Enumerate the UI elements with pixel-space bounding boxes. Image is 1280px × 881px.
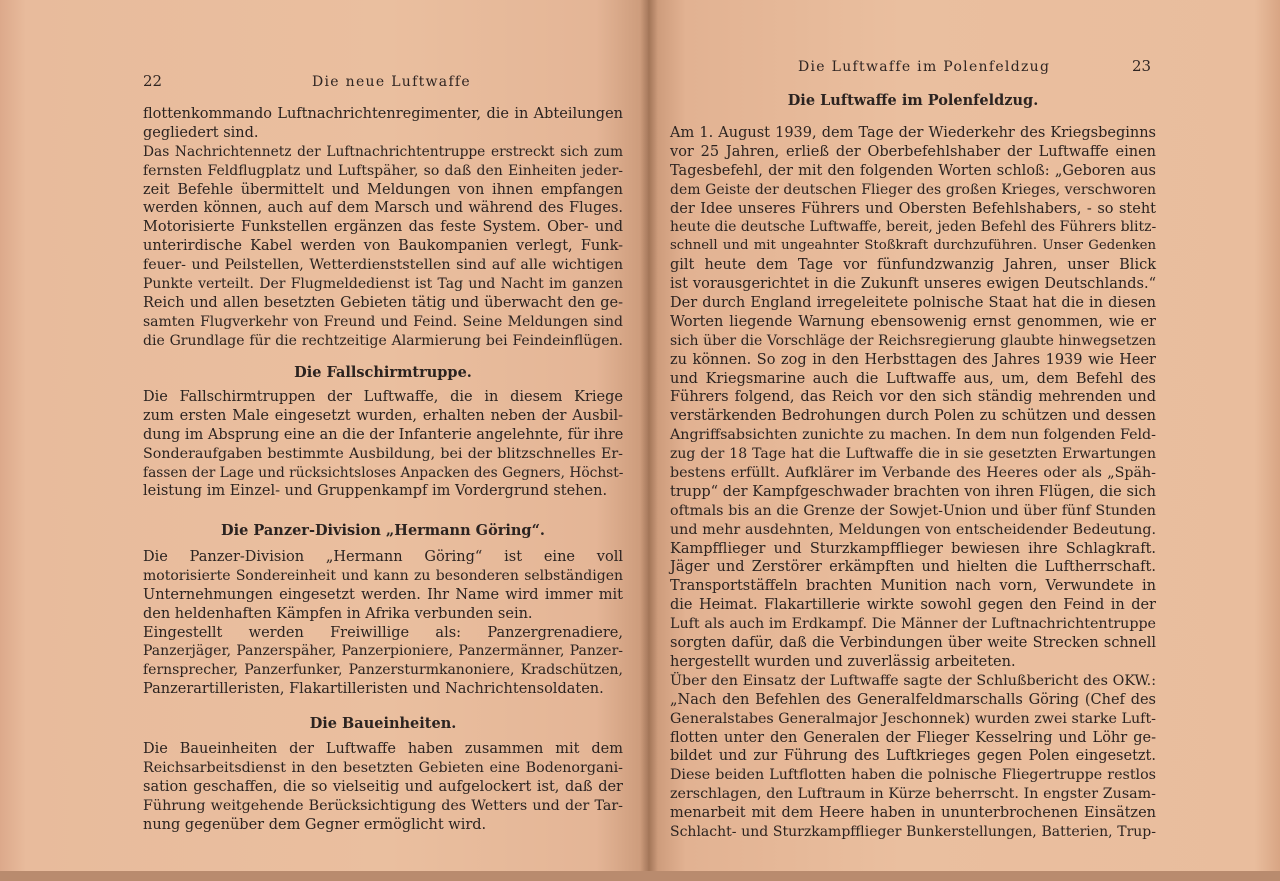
right-running-head: Die Luftwaffe im Polenfeldzug [798,59,1051,75]
text-line: Panzerjäger, Panzerspäher, Panzerpioniere, Panzermänner, Panzer- [143,643,623,660]
text-line: samten Flugverkehr von Freund und Feind. Seine Meldungen sind [143,313,623,330]
text-line: feuer- und Peilstellen, Wetterdienststellen sind auf alle wichtigen [143,257,623,274]
text-line: vor 25 Jahren, erließ der Oberbefehlshaber der Luftwaffe einen [670,143,1156,160]
section-heading-fallschirmtruppe: Die Fallschirmtruppe. [294,364,472,381]
text-line: Angriffsabsichten zunichte zu machen. In dem nun folgenden Feld- [670,427,1156,444]
text-line: und mehr ausdehnten, Meldungen von entscheidender Bedeutung. [670,521,1156,538]
text-line: dung im Absprung eine an die der Infanterie angelehnte, für ihre [143,426,624,443]
section-heading-baueinheiten: Die Baueinheiten. [309,715,457,732]
text-line: motorisierte Sondereinheit und kann zu besonderen selbständigen [143,567,623,584]
text-line: heute die deutsche Luftwaffe, bereit, jeden Befehl des Führers blitz- [670,219,1157,236]
text-line: zerschlagen, den Luftraum in Kürze beherrscht. In engster Zusam- [670,786,1156,803]
text-line: zu können. So zog in den Herbsttagen des Jahres 1939 wie Heer [670,351,1156,368]
text-line: den heldenhaften Kämpfen in Afrika verbunden sein. [143,605,533,622]
baueinheiten-block [143,740,623,834]
text-line: Luft als auch im Erdkampf. Die Männer der Luftnachrichtentruppe [670,616,1156,633]
text-line: Das Nachrichtennetz der Luftnachrichtentruppe erstreckt sich zum [143,143,623,160]
text-line: und Kriegsmarine auch die Luftwaffe aus, um, dem Befehl des [670,370,1156,387]
text-line: Tagesbefehl, der mit den folgenden Worten schloß: „Geboren aus [670,162,1156,179]
book-gutter [640,0,658,881]
text-line: Kampfflieger und Sturzkampfflieger bewiesen ihre Schlagkraft. [670,540,1156,557]
left-running-head: Die neue Luftwaffe [312,74,471,90]
text-line: Unternehmungen eingesetzt werden. Ihr Name wird immer mit [143,586,623,603]
text-line: Reichsarbeitsdienst in den besetzten Gebieten eine Bodenorgani- [143,759,623,776]
text-line: Am 1. August 1939, dem Tage der Wiederkehr des Kriegsbeginns [670,125,1156,141]
text-line: Eingestellt werden Freiwillige als: Panzergrenadiere, [143,624,623,641]
polenfeldzug-block [670,124,1156,842]
text-line: Führung weitgehende Berücksichtigung des Wetters und der Tar- [143,797,623,814]
right-page-number: 23 [1132,57,1152,75]
section-heading-panzer-division: Die Panzer-Division „Hermann Göring“. [221,522,545,539]
text-line: „Nach den Befehlen des Generalfeldmarschalls Göring (Chef des [670,691,1156,708]
left-intro-block [143,105,623,351]
text-line: Generalstabes Generalmajor Jeschonnek) wurden zwei starke Luft- [670,710,1156,727]
left-page-number: 22 [143,72,163,90]
text-line: verstärkenden Bedrohungen durch Polen zu schützen und dessen [670,408,1156,425]
text-line: fernsprecher, Panzerfunker, Panzersturmkanoniere, Kradschützen, [143,662,623,679]
text-line: bildet und zur Führung des Luftkrieges gegen Polen eingesetzt. [670,748,1156,765]
text-line: flotten unter den Generalen der Flieger Kesselring und Löhr ge- [670,729,1156,746]
text-line: oftmals bis an die Grenze der Sowjet-Union und über fünf Stunden [670,502,1156,519]
text-line: sorgten dafür, daß die Verbindungen über weite Strecken schnell [670,635,1156,652]
text-line: trupp“ der Kampfgeschwader brachten von ihren Flügen, die sich [670,483,1156,500]
text-line: dem Geiste der deutschen Flieger des großen Krieges, verschworen [670,181,1156,198]
text-line: werden können, auch auf dem Marsch und während des Fluges. [143,200,623,217]
text-line: Worten liegende Warnung ebensowenig ernst genommen, wie er [670,313,1156,330]
book-edge-bottom [0,871,1280,881]
text-line: zum ersten Male eingesetzt wurden, erhalten neben der Ausbil- [143,407,623,424]
text-line: die Heimat. Flakartillerie wirkte sowohl gegen den Feind in der [670,597,1156,614]
section-heading-polenfeldzug: Die Luftwaffe im Polenfeldzug. [787,92,1039,109]
right-page [648,0,1280,881]
text-line: nung gegenüber dem Gegner ermöglicht wird. [143,816,487,833]
text-line: Die Panzer-Division „Hermann Göring“ ist eine voll [143,549,623,565]
text-line: Über den Einsatz der Luftwaffe sagte der Schlußbericht des OKW.: [670,672,1156,689]
text-line: leistung im Einzel- und Gruppenkampf im Vordergrund stehen. [143,483,608,500]
text-line: fernsten Feldflugplatz und Luftspäher, so daß den Einheiten jeder- [143,162,623,179]
text-line: Jäger und Zerstörer erkämpften und hielten die Luftherrschaft. [670,559,1156,576]
text-line: fassen der Lage und rücksichtsloses Anpacken des Gegners, Höchst- [143,464,624,481]
text-line: menarbeit mit dem Heere haben in ununterbrochenen Einsätzen [670,805,1156,822]
text-line: gegliedert sind. [143,124,259,141]
text-line: die Grundlage für die rechtzeitige Alarmierung bei Feindeinflügen. [143,332,623,349]
text-line: Motorisierte Funkstellen ergänzen das feste System. Ober- und [143,219,623,236]
text-line: Diese beiden Luftflotten haben die polnische Fliegertruppe restlos [670,767,1156,784]
text-line: zeit Befehle übermittelt und Meldungen von ihnen empfangen [143,181,623,198]
text-line: flottenkommando Luftnachrichtenregimenter, die in Abteilungen [143,106,623,122]
text-line: Der durch England irregeleitete polnische Staat hat die in diesen [670,295,1156,312]
text-line: der Idee unseres Führers und Obersten Befehlshabers, - so steht [670,200,1156,217]
fallschirmtruppe-block [143,388,623,501]
text-line: Transportstäffeln brachten Munition nach vorn, Verwundete in [670,578,1156,595]
text-line: Sonderaufgaben bestimmte Ausbildung, bei der blitzschnelles Er- [143,445,623,462]
text-line: sich über die Vorschläge der Reichsregierung glaubte hinwegsetzen [670,332,1156,349]
text-line: Führers folgend, das Reich vor den sich ständig mehrenden und [670,389,1156,406]
panzer-division-block [143,548,623,699]
text-line: ist vorausgerichtet in die Zukunft unseres ewigen Deutschlands.“ [670,276,1156,293]
text-line: Die Baueinheiten der Luftwaffe haben zusammen mit dem [143,741,623,757]
text-line: sation geschaffen, die so vielseitig und aufgelockert ist, daß der [143,778,623,795]
text-line: Die Fallschirmtruppen der Luftwaffe, die in diesem Kriege [143,389,623,405]
text-line: Panzerartilleristen, Flakartilleristen und Nachrichtensoldaten. [143,681,604,698]
text-line: schnell und mit ungeahnter Stoßkraft durchzuführen. Unser Gedenken [670,238,1156,254]
text-line: zug der 18 Tage hat die Luftwaffe die in sie gesetzten Erwartungen [670,446,1156,463]
text-line: hergestellt wurden und zuverlässig arbeiteten. [670,653,1016,670]
text-line: unterirdische Kabel werden von Baukompanien verlegt, Funk- [143,238,623,255]
text-line: Schlacht- und Sturzkampfflieger Bunkerstellungen, Batterien, Trup- [670,823,1156,840]
text-line: Punkte verteilt. Der Flugmeldedienst ist Tag und Nacht im ganzen [143,276,623,293]
text-line: Reich und allen besetzten Gebieten tätig und überwacht den ge- [143,294,623,311]
text-line: bestens erfüllt. Aufklärer im Verbande des Heeres oder als „Späh- [670,465,1156,482]
text-line: gilt heute dem Tage vor fünfundzwanzig Jahren, unser Blick [670,257,1156,274]
